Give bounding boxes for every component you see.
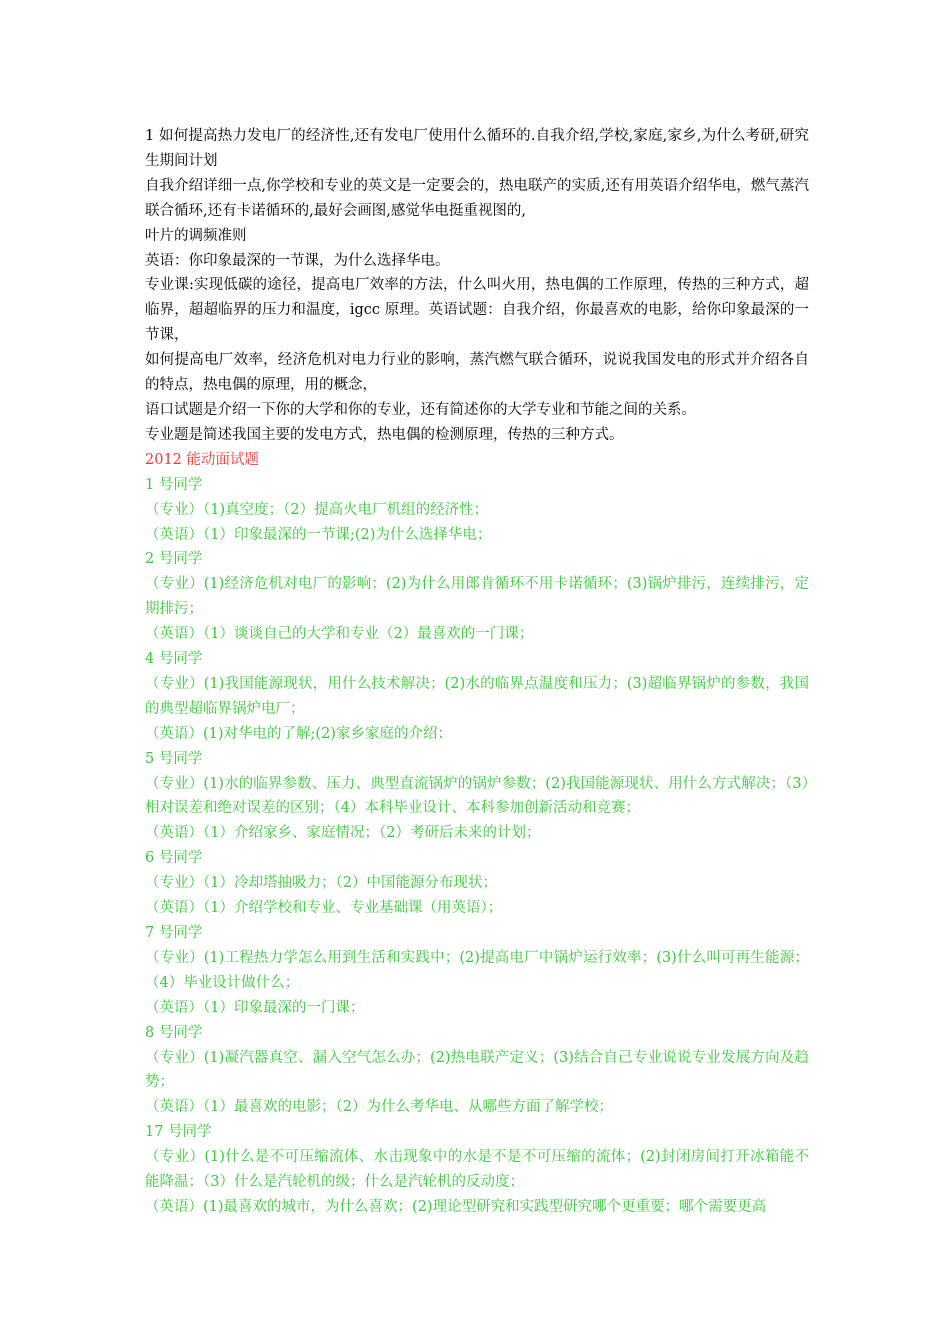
interview-line: （英语）（1）印象最深的一门课； — [145, 999, 365, 1016]
interview-line: （专业）(1)经济危机对电厂的影响；(2)为什么用郎肯循环不用卡诺循环；(3)锅炉排污，连续排污，定期排污； — [145, 576, 809, 618]
interview-line: （专业）(1)凝汽器真空、漏入空气怎么办；(2)热电联产定义；(3)结合自己专业说说专业发展方向及趋势； — [145, 1049, 809, 1091]
body-paragraph: 语口试题是介绍一下你的大学和你的专业，还有简述你的大学专业和节能之间的关系。 — [145, 401, 696, 418]
interview-line: （专业）（1)真空度；（2）提高火电厂机组的经济性； — [145, 501, 489, 518]
body-paragraph: 专业题是简述我国主要的发电方式，热电偶的检测原理，传热的三种方式。 — [145, 426, 624, 443]
interview-line: 17 号同学 — [145, 1124, 212, 1141]
interview-line: （专业）(1)什么是不可压缩流体、水击现象中的水是不是不可压缩的流体；(2)封闭房间打开冰箱能不能降温；（3）什么是汽轮机的级；什么是汽轮机的反动度； — [145, 1149, 809, 1191]
interview-line: 7 号同学 — [145, 925, 203, 941]
body-paragraph: 英语：你印象最深的一节课，为什么选择华电。 — [145, 252, 450, 269]
body-paragraph: 如何提高电厂效率，经济危机对电力行业的影响，蒸汽燃气联合循环，说说我国发电的形式并介绍各自的特点，热电偶的原理，用的概念， — [145, 352, 809, 394]
interview-line: （专业）(1)我国能源现状，用什么技术解决；(2)水的临界点温度和压力；(3)超临界锅炉的参数，我国的典型超临界锅炉电厂； — [145, 675, 809, 717]
interview-line: 6 号同学 — [145, 850, 203, 867]
section-heading: 2012 能动面试题 — [145, 451, 260, 468]
interview-line: （英语）（1）印象最深的一节课;(2)为什么选择华电； — [145, 526, 492, 543]
interview-line: （英语）(1)对华电的了解;(2)家乡家庭的介绍； — [145, 725, 452, 742]
interview-line: 8 号同学 — [145, 1024, 203, 1041]
interview-line: （英语）（1）最喜欢的电影；（2）为什么考华电、从哪些方面了解学校； — [145, 1099, 613, 1116]
body-paragraph: 自我介绍详细一点,你学校和专业的英文是一定要会的，热电联产的实质,还有用英语介绍华电，燃气蒸汽联合循环,还有卡诺循环的,最好会画图,感觉华电挺重视图的, — [145, 177, 809, 219]
interview-line: （英语）(1)最喜欢的城市，为什么喜欢；(2)理论型研究和实践型研究哪个更重要；哪个需要更高 — [145, 1198, 767, 1215]
body-paragraph: 1 如何提高热力发电厂的经济性,还有发电厂使用什么循环的.自我介绍,学校,家庭,家乡,为什么考研,研究生期间计划 — [145, 128, 809, 169]
document-body — [145, 124, 809, 1220]
interview-line: 4 号同学 — [145, 651, 203, 668]
body-paragraph: 叶片的调频准则 — [145, 227, 247, 244]
interview-line: （专业）(1)水的临界参数、压力、典型直流锅炉的锅炉参数；(2)我国能源现状、用什么方式解决；（3）相对误差和绝对误差的区别；（4）本科毕业设计、本科参加创新活动和竞赛； — [145, 775, 809, 817]
interview-line: 5 号同学 — [145, 750, 203, 767]
interview-line: 1 号同学 — [145, 476, 203, 493]
interview-line: （英语）（1）介绍学校和专业、专业基础课（用英语）； — [145, 900, 503, 917]
interview-line: （专业）(1)工程热力学怎么用到生活和实践中；(2)提高电厂中锅炉运行效率；(3)什么叫可再生能源；（4）毕业设计做什么； — [145, 949, 809, 991]
interview-line: 2 号同学 — [145, 551, 203, 568]
interview-line: （专业）（1）冷却塔抽吸力；（2）中国能源分布现状； — [145, 875, 497, 892]
interview-line: （英语）（1）介绍家乡、家庭情况；（2）考研后未来的计划； — [145, 825, 541, 842]
body-paragraph: 专业课:实现低碳的途径，提高电厂效率的方法，什么叫火用，热电偶的工作原理，传热的三种方式，超临界，超超临界的压力和温度，igcc 原理。英语试题：自我介绍，你最喜欢的电影，给你印象最深的一节课， — [145, 277, 809, 344]
interview-line: （英语）（1）谈谈自己的大学和专业（2）最喜欢的一门课； — [145, 626, 534, 643]
